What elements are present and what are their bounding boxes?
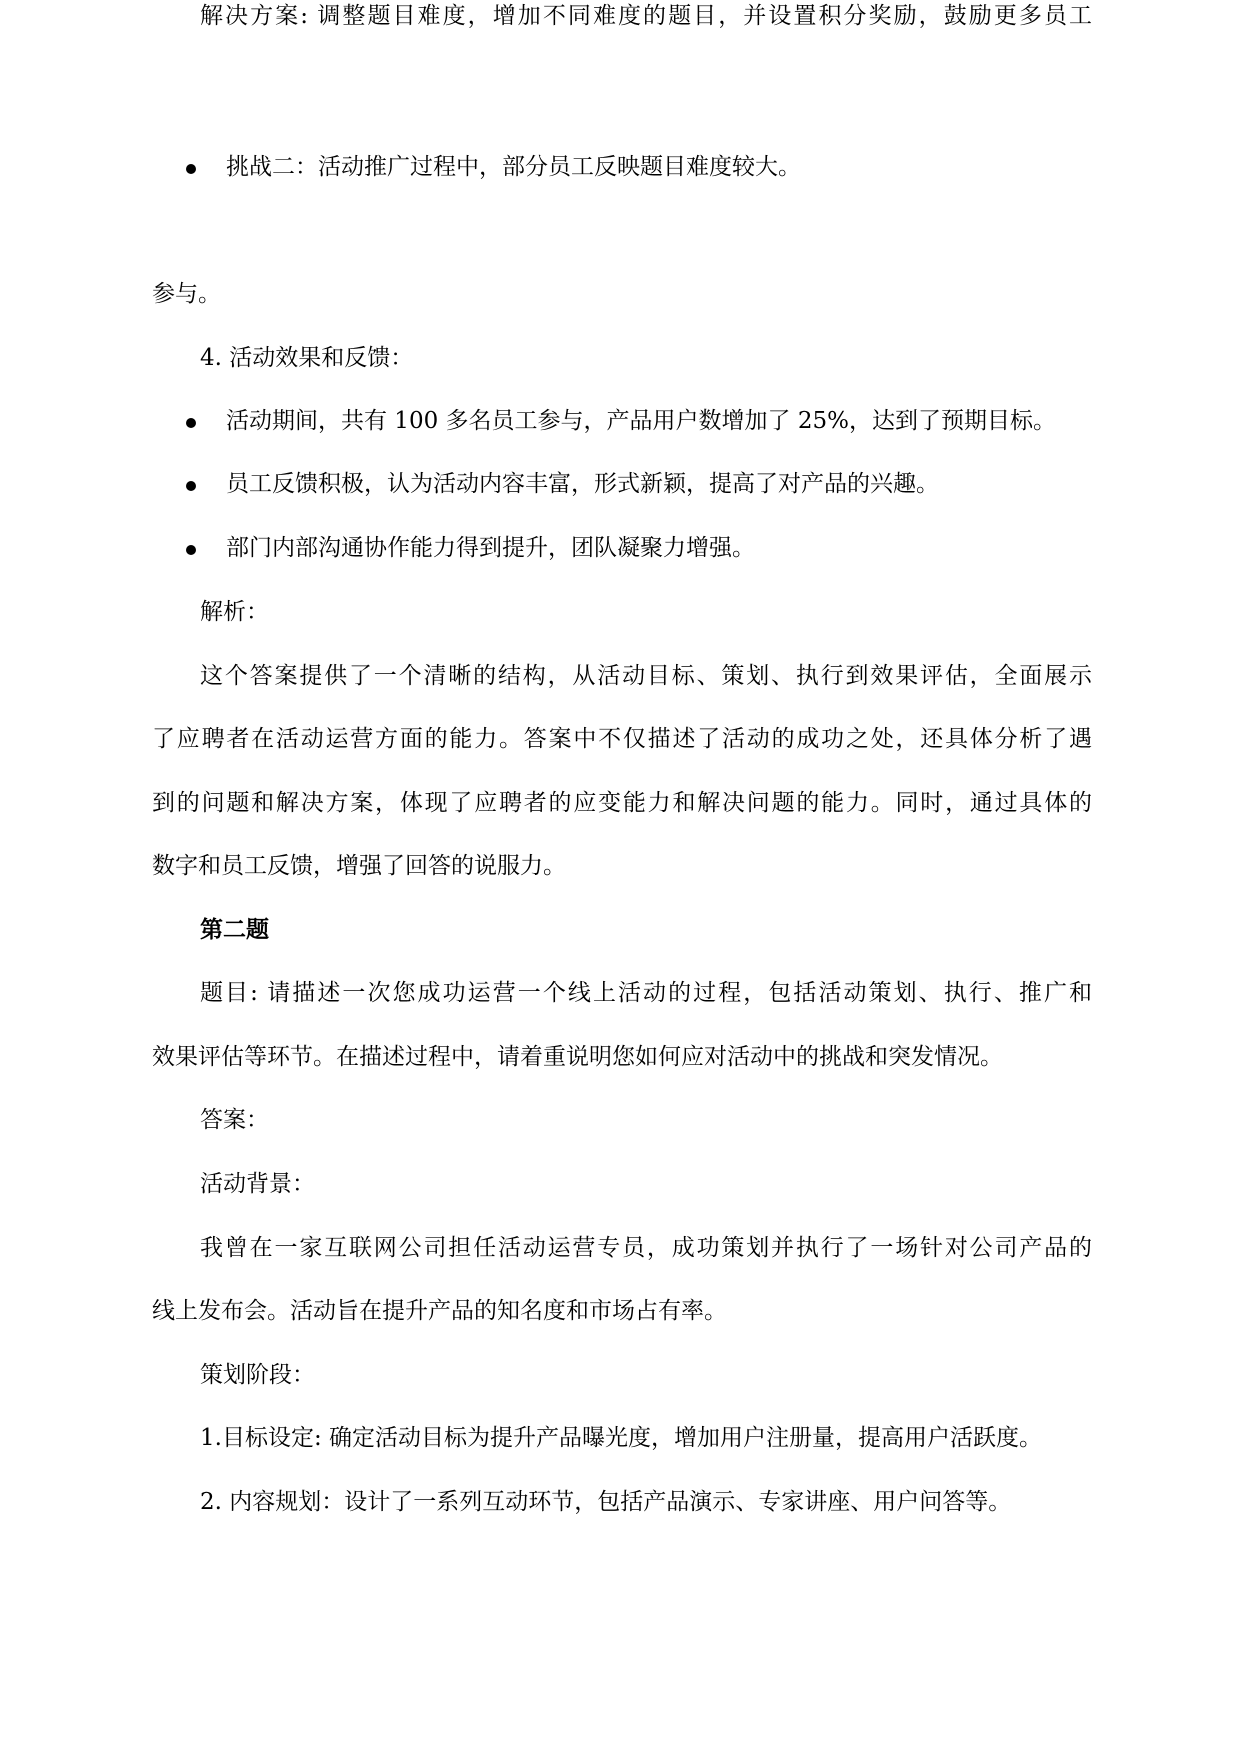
paragraph-line: 我曾在一家互联网公司担任活动运营专员，成功策划并执行了一场针对公司产品的	[200, 1235, 1092, 1261]
paragraph-line: 了应聘者在活动运营方面的能力。答案中不仅描述了活动的成功之处，还具体分析了遇	[152, 726, 1092, 752]
bullet-dot	[186, 545, 196, 555]
bullet-item: 活动期间，共有 100 多名员工参与，产品用户数增加了 25%，达到了预期目标。	[226, 408, 1056, 434]
paragraph-line: 效果评估等环节。在描述过程中，请着重说明您如何应对活动中的挑战和突发情况。	[152, 1044, 1003, 1070]
paragraph-line: 题目: 请描述一次您成功运营一个线上活动的过程，包括活动策划、执行、推广和	[200, 980, 1092, 1006]
paragraph-line: 线上发布会。活动旨在提升产品的知名度和市场占有率。	[152, 1298, 727, 1324]
bullet-item: 挑战二：活动推广过程中，部分员工反映题目难度较大。	[226, 154, 801, 180]
paragraph-line: 答案：	[200, 1107, 269, 1133]
paragraph-line: 2. 内容规划：设计了一系列互动环节，包括产品演示、专家讲座、用户问答等。	[200, 1489, 1012, 1515]
paragraph-line: 策划阶段：	[200, 1362, 315, 1388]
bullet-dot	[186, 418, 196, 428]
paragraph-line: 数字和员工反馈，增强了回答的说服力。	[152, 853, 566, 879]
paragraph-line: 4. 活动效果和反馈：	[200, 345, 414, 371]
section-heading: 第二题	[200, 916, 269, 943]
paragraph-line: 参与。	[152, 281, 221, 307]
paragraph-line: 1.目标设定: 确定活动目标为提升产品曝光度，增加用户注册量，提高用户活跃度。	[200, 1425, 1043, 1451]
bullet-item: 员工反馈积极，认为活动内容丰富，形式新颖，提高了对产品的兴趣。	[226, 471, 939, 497]
bullet-item: 部门内部沟通协作能力得到提升，团队凝聚力增强。	[226, 535, 755, 561]
bullet-dot	[186, 164, 196, 174]
paragraph-line: 这个答案提供了一个清晰的结构，从活动目标、策划、执行到效果评估，全面展示	[200, 663, 1092, 689]
paragraph-line: 解析：	[200, 599, 269, 625]
paragraph-line: 到的问题和解决方案，体现了应聘者的应变能力和解决问题的能力。同时，通过具体的	[152, 790, 1092, 816]
paragraph-line: 解决方案: 调整题目难度，增加不同难度的题目，并设置积分奖励，鼓励更多员工	[200, 3, 1092, 29]
paragraph-line: 活动背景：	[200, 1171, 315, 1197]
bullet-dot	[186, 481, 196, 491]
